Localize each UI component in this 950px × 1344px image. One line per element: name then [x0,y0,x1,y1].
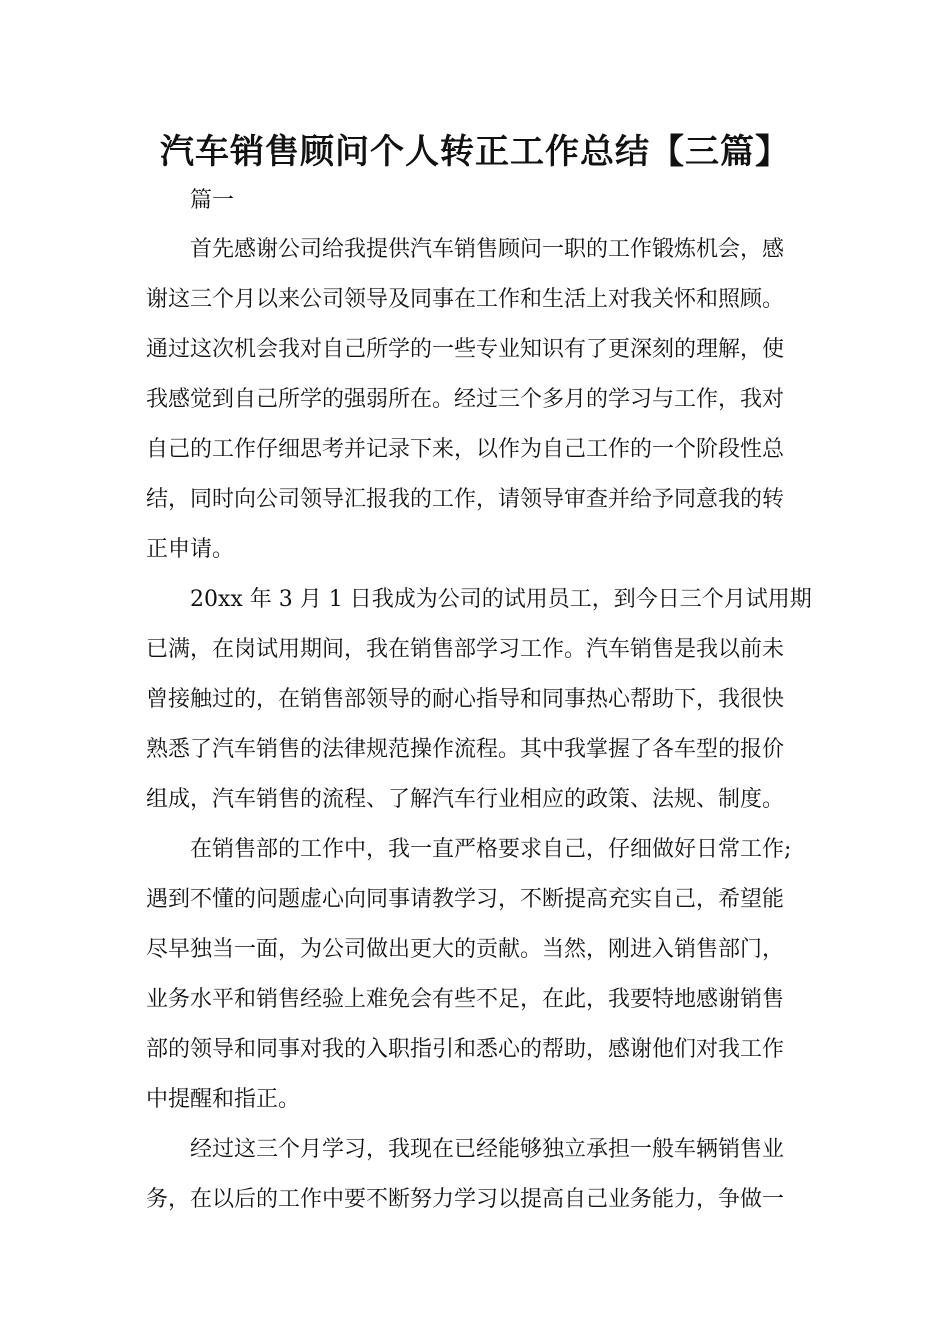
body-line: 正申请。 [146,537,235,562]
body-line: 曾接触过的，在销售部领导的耐心指导和同事热心帮助下，我很快 [146,687,785,712]
document-title: 汽车销售顾问个人转正工作总结【三篇】 [160,132,790,172]
section-heading: 篇一 [190,188,235,213]
body-line: 20xx 年 3 月 1 日我成为公司的试用员工，到今日三个月试用期 [190,587,812,612]
body-line: 已满，在岗试用期间，我在销售部学习工作。汽车销售是我以前未 [146,637,785,662]
body-line: 结，同时向公司领导汇报我的工作，请领导审查并给予同意我的转 [146,487,785,512]
body-line: 经过这三个月学习，我现在已经能够独立承担一般车辆销售业 [190,1137,785,1162]
body-line: 自己的工作仔细思考并记录下来，以作为自己工作的一个阶段性总 [146,437,785,462]
body-line: 首先感谢公司给我提供汽车销售顾问一职的工作锻炼机会，感 [190,237,785,262]
body-line: 务，在以后的工作中要不断努力学习以提高自己业务能力，争做一 [146,1187,785,1212]
body-line: 组成，汽车销售的流程、了解汽车行业相应的政策、法规、制度。 [146,787,785,812]
body-line: 我感觉到自己所学的强弱所在。经过三个多月的学习与工作，我对 [146,387,785,412]
body-line: 业务水平和销售经验上难免会有些不足，在此，我要特地感谢销售 [146,987,785,1012]
body-line: 通过这次机会我对自己所学的一些专业知识有了更深刻的理解，使 [146,337,785,362]
body-line: 熟悉了汽车销售的法律规范操作流程。其中我掌握了各车型的报价 [146,737,785,762]
body-line: 部的领导和同事对我的入职指引和悉心的帮助，感谢他们对我工作 [146,1037,785,1062]
body-line: 在销售部的工作中，我一直严格要求自己，仔细做好日常工作; [190,837,792,862]
body-line: 遇到不懂的问题虚心向同事请教学习，不断提高充实自己，希望能 [146,887,785,912]
body-line: 尽早独当一面，为公司做出更大的贡献。当然，刚进入销售部门， [146,937,785,962]
body-line: 谢这三个月以来公司领导及同事在工作和生活上对我关怀和照顾。 [146,287,785,312]
body-line: 中提醒和指正。 [146,1087,301,1112]
